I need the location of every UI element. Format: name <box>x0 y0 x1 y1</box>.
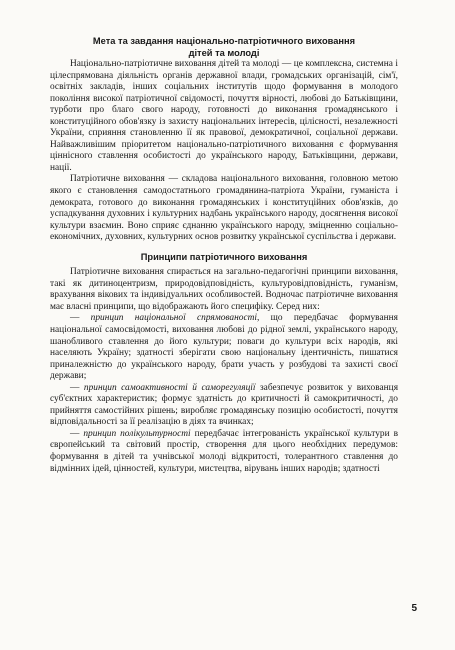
dash: — <box>70 428 84 439</box>
principle-self-activity <box>50 383 398 429</box>
section-heading-goals-line1: Мета та завдання національно-патріотичного виховання <box>92 36 356 46</box>
principle-term: принцип полікультурності <box>83 428 191 439</box>
principle-term: принцип національної спрямованості <box>90 313 257 324</box>
principle-description: , що передбачає формування національної самосвідомості, виховання любові до рідної землі, українського народу, шанобливого ставлення до його культури; поваги до культури всіх народів, які населяють Україну; здатності зберігати свою національну ідентичність, пишатися приналежністю до українського народу, брати участь у розбудові та захисті своєї держави; <box>50 313 398 382</box>
section-heading-goals-line2: дітей та молоді <box>188 47 260 58</box>
principle-term: принцип самоактивності й саморегуляції <box>83 382 256 393</box>
paragraph-patriotic-education: Патріотичне виховання — складова національного виховання, головною метою якого є становлення самодостатнього громадянина-патріота України, гуманіста і демократа, готового до виконання громадянських і конституційних обов'язків, до успадкування духовних і культурних надбань українського народу, досягнення високої культури взаємин. Воно сприяє єднанню українського народу, зміцненню соціально-економічних, духовних, культурних основ розвитку української суспільства і держави. <box>50 174 398 243</box>
dash: — <box>70 313 91 324</box>
principle-multiculturalism <box>50 429 398 475</box>
section-heading-principles: Принципи патріотичного виховання <box>140 251 308 262</box>
principle-national-orientation <box>50 313 398 382</box>
page-body <box>50 36 398 475</box>
paragraph-definition: Національно-патріотичне виховання дітей та молоді — це комплексна, системна і цілеспрямована діяльність органів державної влади, громадських організацій, сім'ї, освітніх закладів, інших соціальних інститутів щодо формування в молодого покоління високої патріотичної свідомості, почуття вірності, любові до Батьківщини, турботи про благо свого народу, готовності до виконання громадянського і конституційного обов'язку із захисту національних інтересів, цілісності, незалежності України, сприяння становленню її як правової, демократичної, соціальної держави. Найважливішим пріоритетом національно-патріотичного виховання є формування ціннісного ставлення особистості до українського народу, Батьківщини, держави, нації. <box>50 59 398 173</box>
section-heading-goals <box>50 36 398 59</box>
principle-description: забезпечує розвиток у вихованця суб'єктних характеристик; формує здатність до критичності й самокритичності, до прийняття самостійних рішень; виробляє громадянську позицію особистості, почуття відповідальності за її реалізацію в діях та вчинках; <box>50 382 399 428</box>
paragraph-principles-intro: Патріотичне виховання спирається на загально-педагогічні принципи виховання, такі як дитиноцентризм, природовідповідність, культуровідповідність, гуманізм, врахування вікових та індивідуальних особливостей. Водночас патріотичне виховання має власні принципи, що відображають його специфіку. Серед них: <box>50 267 398 312</box>
principle-description: передбачає інтегрованість української культури в європейський та світовий простір, створення для цього необхідних передумов: формування в дітей та учнівської молоді відкритості, толерантного ставлення до відмінних ідей, цінностей, культури, мистецтва, вірувань інших народів; здатності <box>50 428 398 474</box>
page-number: 5 <box>411 603 417 614</box>
dash: — <box>70 382 84 393</box>
